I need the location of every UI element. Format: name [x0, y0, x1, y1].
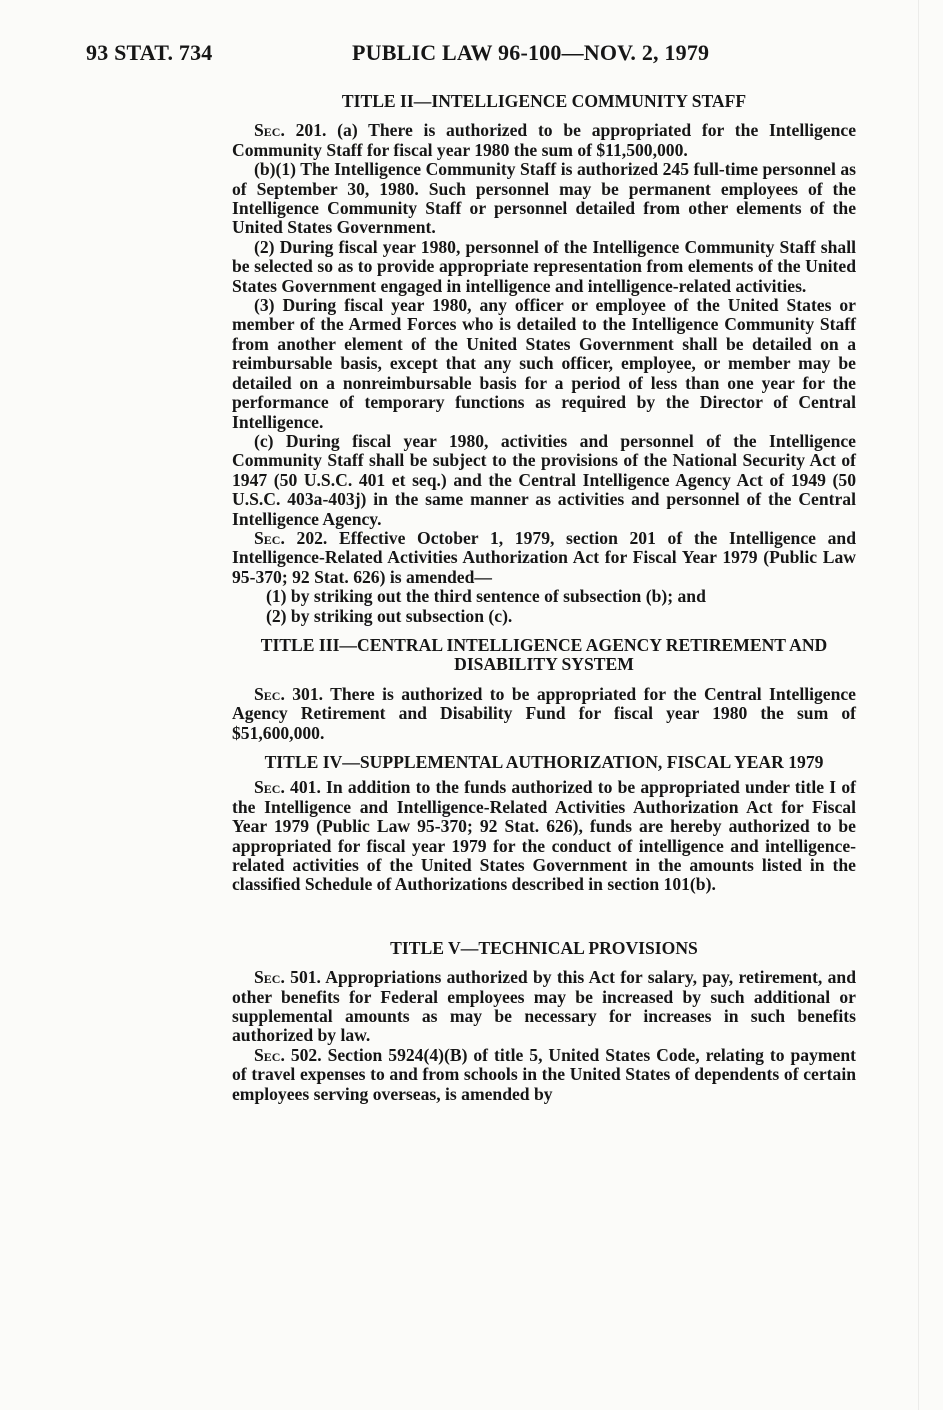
sec-201-b2: (2) During fiscal year 1980, personnel of the Intelligence Community Staff shall be selected so as to provide appropriate representation from elements of the United States Government engaged in intelligence and intelligence-related activities. [232, 236, 856, 296]
title-iii-heading: TITLE III—CENTRAL INTELLIGENCE AGENCY RETIREMENT AND DISABILITY SYSTEM [260, 634, 828, 675]
sec-501 [232, 968, 856, 1046]
sec-202-item-2: (2) by striking out subsection (c). [266, 605, 513, 626]
sec-label: Sec. [254, 120, 285, 141]
sec-301-text: 301. There is authorized to be appropriated for the Central Intelligence Agency Retirement and Disability Fund for fiscal year 1980 the sum of $51,600,000. [232, 683, 856, 743]
running-head: PUBLIC LAW 96-100—NOV. 2, 1979 [352, 40, 710, 65]
title-ii-heading: TITLE II—INTELLIGENCE COMMUNITY STAFF [341, 91, 747, 111]
sec-label: Sec. [254, 967, 285, 988]
sec-label: Sec. [254, 683, 285, 704]
sec-401 [232, 778, 856, 894]
sec-201-b1: (b)(1) The Intelligence Community Staff is authorized 245 full-time personnel as of September 30, 1980. Such personnel may be permanent employees of the Intelligence Community Staff or personnel detailed from other elements of the United States Government. [232, 159, 856, 238]
sec-201-b3: (3) During fiscal year 1980, any officer or employee of the United States or member of the Armed Forces who is detailed to the Intelligence Community Staff from another element of the United States Government shall be detailed on a reimbursable basis, except that any such officer, employee, or member may be detailed on a nonreimbursable basis for a period of less than one year for the performance of temporary functions as required by the Director of Central Intelligence. [232, 295, 856, 432]
title-iv-heading: TITLE IV—SUPPLEMENTAL AUTHORIZATION, FISCAL YEAR 1979 [264, 752, 824, 772]
statute-body [232, 92, 856, 1104]
sec-301 [232, 685, 856, 743]
sec-202-item-1: (1) by striking out the third sentence of subsection (b); and [266, 586, 706, 607]
sec-501-text: 501. Appropriations authorized by this Act for salary, pay, retirement, and other benefits for Federal employees may be increased by such additional or supplemental amounts as may be necessary for increases in such benefits authorized by law. [232, 967, 856, 1046]
sec-202 [232, 529, 856, 587]
page-edge-shadow [918, 0, 919, 1410]
sec-label: Sec. [254, 527, 285, 548]
title-v-heading: TITLE V—TECHNICAL PROVISIONS [390, 937, 698, 958]
sec-label: Sec. [254, 777, 285, 798]
sec-201-a [232, 121, 856, 160]
sec-502-text: 502. Section 5924(4)(B) of title 5, United States Code, relating to payment of travel expenses to and from schools in the United States of dependents of certain employees serving overseas, is amended by [232, 1044, 856, 1104]
sec-401-text: 401. In addition to the funds authorized to be appropriated under title I of the Intelligence and Intelligence-Related Activities Authorization Act for Fiscal Year 1979 (Public Law 95-370; 92 Stat. 626), funds are hereby authorized to be appropriated for fiscal year 1979 for the conduct of intelligence and intelligence-related activities of the United States Government in the amounts listed in the classified Schedule of Authorizations described in section 101(b). [232, 777, 856, 895]
stat-citation: 93 STAT. 734 [86, 40, 213, 65]
sec-202-text: 202. Effective October 1, 1979, section 201 of the Intelligence and Intelligence-Related Activities Authorization Act for Fiscal Year 1979 (Public Law 95-370; 92 Stat. 626) is amended— [232, 527, 856, 587]
sec-201-c: (c) During fiscal year 1980, activities and personnel of the Intelligence Community Staff shall be subject to the provisions of the National Security Act of 1947 (50 U.S.C. 401 et seq.) and the Central Intelligence Agency Act of 1949 (50 U.S.C. 403a-403j) in the same manner as activities and personnel of the Central Intelligence Agency. [232, 430, 856, 529]
sec-label: Sec. [254, 1044, 285, 1065]
sec-502 [232, 1046, 856, 1104]
sec-201-a-text: 201. (a) There is authorized to be appropriated for the Intelligence Community Staff for fiscal year 1980 the sum of $11,500,000. [232, 120, 856, 160]
